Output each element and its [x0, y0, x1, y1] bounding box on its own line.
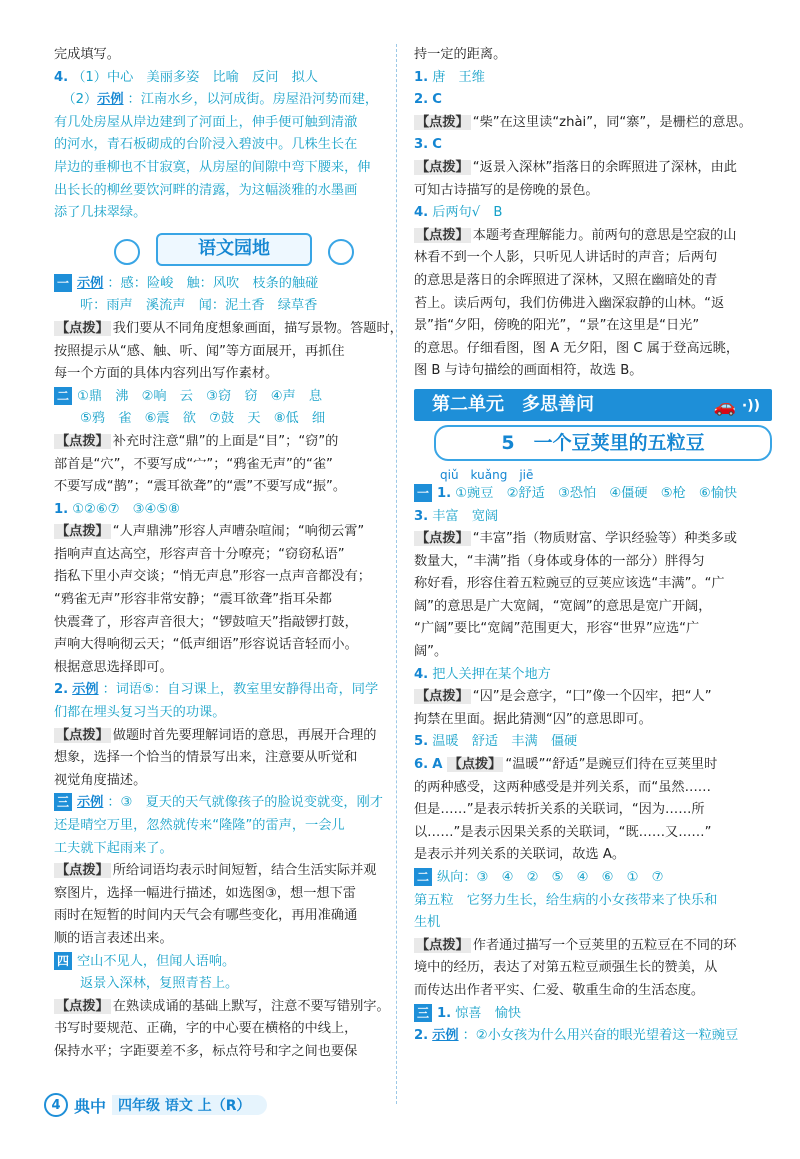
unit-title: 第二单元 多思善问 — [432, 393, 594, 415]
tip-line: 察图片，选择一幅进行描述，如选图③，想一想下雷 — [54, 885, 356, 901]
tip-line: 【点拨】 所给词语均表示时间短暂，结合生活实际并观 — [56, 863, 377, 879]
section-2-line: 二 纵向：③ ④ ② ⑤ ④ ⑥ ① ⑦ — [414, 867, 772, 890]
tip-line: 声响大得响彻云天；“低声细语”形容说话音轻而小。 — [54, 637, 358, 653]
tip-line: 境中的经历，表达了对第五粒豆顽强生长的赞美，从 — [414, 960, 718, 976]
tip-line: 顺的语言表述出来。 — [54, 930, 173, 946]
tip-line: 图 B 与诗句描绘的画面相符，故选 B。 — [414, 363, 643, 379]
pinyin-line: qiǔ kuǎng jiē — [440, 467, 534, 482]
tip-line: 称好看，形容住着五粒豌豆的豆荚应该选“丰满”。“广 — [414, 576, 725, 592]
tip-line: 【点拨】 “囚”是会意字，“囗”像一个囚牢，把“人” — [416, 689, 712, 705]
answer-2-2: 2. 示例 ：词语⑤：自习课上，教室里安静得出奇，同学 — [54, 682, 379, 698]
tip-line: 指响声直达高空，形容声音十分嘹亮；“窃窃私语” — [54, 546, 345, 562]
tip-line: 【点拨】 “丰富”指（物质财富、学识经验等）种类多或 — [416, 531, 737, 547]
answer-1: 1. 唐 王维 — [414, 69, 485, 85]
answer-3-1: 三 1. 惊喜 愉快 — [414, 1003, 772, 1026]
continued-text: 持一定的距离。 — [414, 47, 507, 62]
unit-banner — [414, 389, 772, 421]
tip-line: 书写时要规范、正确，字的中心要在横格的中线上， — [54, 1021, 358, 1037]
tip-line: 每一个方面的具体内容列出写作素材。 — [54, 366, 279, 382]
tip-line: 根据意思选择即可。 — [54, 659, 173, 675]
tip-line: 的意思是落日的余晖照进了深林，又照在幽暗处的青 — [414, 272, 718, 288]
tip-line: 【点拨】 做题时首先要理解词语的意思，再展开合理的 — [56, 727, 377, 743]
tip-line: “广阔”要比“宽阔”范围更大，形容“世界”应选“广 — [414, 621, 700, 637]
tip-line: 是表示并列关系的关联词，故选 A。 — [414, 847, 626, 863]
tip-line: 按照提示从“感、触、听、闻”等方面展开，再抓住 — [54, 343, 345, 359]
page-number: 4 — [44, 1093, 68, 1117]
answer-line: 岸边的垂柳也不甘寂寞，从房屋的间隙中弯下腰来，伸 — [54, 159, 371, 175]
right-column — [414, 44, 772, 1048]
answer-4-1: 4. （1）中心 美丽多姿 比喻 反问 拟人 — [54, 69, 318, 85]
section-marker: 四 — [54, 952, 72, 970]
tip-line: 阔”的意思是广大宽阔，“宽阔”的意思是宽广开阔， — [414, 598, 712, 614]
tip-line: 而传达出作者平实、仁爱、敬重生命的生活态度。 — [414, 982, 705, 998]
answer-line: 还是晴空万里，忽然就传来“隆隆”的雷声，一会儿 — [54, 818, 345, 833]
tip-line: 拘禁在里面。据此猜测“囚”的意思即可。 — [414, 711, 652, 727]
section-2-line: 二 ①鼎 沸 ②响 云 ③窃 窃 ④声 息 — [54, 386, 414, 409]
answer-2: 2. C — [414, 92, 442, 108]
answer-4-2: （2）示例 ：江南水乡，以河成街。房屋沿河势而建， — [62, 92, 379, 108]
tip-line: 部首是“穴”，不要写成“宀”；“鸦雀无声”的“雀” — [54, 456, 333, 472]
section-banner — [54, 233, 414, 267]
tip-line: 可知古诗描写的是傍晚的景色。 — [414, 182, 599, 198]
lesson-title: 5 一个豆荚里的五粒豆 — [434, 425, 772, 461]
tip-line: 数量大，“丰满”指（身体或身体的一部分）胖得匀 — [414, 553, 705, 569]
tip-line: 阔”。 — [414, 644, 448, 660]
banner-decoration-icon — [328, 239, 354, 265]
answer-line: 添了几抹翠绿。 — [54, 205, 147, 221]
answer-1-5: 5. 温暖 舒适 丰满 僵硬 — [414, 734, 578, 750]
section-2-line: ⑤鸦 雀 ⑥震 欲 ⑦鼓 天 ⑧低 细 — [80, 411, 326, 427]
answer-2-1: 1. ①②⑥⑦ ③④⑤⑧ — [54, 501, 180, 517]
tip-line: 【点拨】 本题考查理解能力。前两句的意思是空寂的山 — [416, 227, 737, 243]
sound-dots-icon: ·)) — [741, 397, 760, 414]
section-4-line: 四 空山不见人，但闻人语响。 — [54, 951, 414, 974]
tip-line: 的意思。仔细看图，图 A 无夕阳，图 C 属于登高远眺， — [414, 340, 740, 356]
tip-line: 景”指“夕阳，傍晚的阳光”，“景”在这里是“日光” — [414, 318, 700, 334]
tip-line: 雨时在短暂的时间内天气会有哪些变化，再用准确通 — [54, 908, 358, 924]
tip-line: 想象，选择一个恰当的情景写出来，注意要从听觉和 — [54, 750, 358, 766]
tip-line: 苔上。读后两句，我们仿佛进入幽深寂静的山林。“返 — [414, 295, 725, 311]
answer-line: 工夫就下起雨来了。 — [54, 840, 173, 856]
section-3-line: 三 示例 ：③ 夏天的天气就像孩子的脸说变就变，刚才 — [54, 792, 414, 815]
section-marker: 三 — [54, 793, 72, 811]
tip-line: “鸦雀无声”形容非常安静；“震耳欲聋”指耳朵都 — [54, 592, 332, 608]
tip-line: 以……”是表示因果关系的关联词，“既……又……” — [414, 824, 712, 840]
section-marker: 一 — [414, 484, 432, 502]
answer-4: 4. 后两句√ B — [414, 205, 503, 221]
banner-title: 语文园地 — [156, 233, 312, 266]
answer-1-1: 一 1. ①豌豆 ②舒适 ③恐怕 ④僵硬 ⑤枪 ⑥愉快 — [414, 483, 772, 506]
car-icon: 🚗 — [713, 395, 736, 417]
answer-1-3: 3. 丰富 宽阔 — [414, 508, 499, 524]
tip-line: 但是……”是表示转折关系的关联词，“因为……所 — [414, 802, 705, 818]
answer-1-6: 6. A 【点拨】 “温暖”“舒适”是豌豆们待在豆荚里时 — [414, 757, 718, 773]
tip-line: 保持水平；字距要差不多，标点符号和字之间也要保 — [54, 1043, 358, 1059]
left-column — [54, 44, 414, 1064]
answer-3: 3. C — [414, 137, 442, 153]
tip-line: 快震聋了，形容声音很大；“锣鼓喧天”指敲锣打鼓， — [54, 614, 358, 630]
tip-line: 指私下里小声交谈；“悄无声息”形容一点声音都没有； — [54, 569, 371, 585]
tip-line: 【点拨】 “返景入深林”指落日的余晖照进了深林，由此 — [416, 159, 737, 175]
book-label: 四年级 语文 上（R） — [112, 1095, 267, 1115]
section-4-line: 返景入深林，复照青苔上。 — [80, 976, 239, 992]
tip-line: 的两种感受，这两种感受是并列关系，而“虽然…… — [414, 779, 711, 795]
brand-logo: 典中 — [74, 1096, 107, 1116]
section-marker: 三 — [414, 1004, 432, 1022]
tip-line: 【点拨】 补充时注意“鼎”的上面是“目”；“窃”的 — [56, 433, 339, 449]
tip-line: 不要写成“鹊”；“震耳欲聋”的“震”不要写成“振”。 — [54, 479, 347, 495]
answer-line: 第五粒 它努力生长，给生病的小女孩带来了快乐和 — [414, 892, 718, 908]
section-marker: 一 — [54, 274, 72, 292]
tip-line: 【点拨】 我们要从不同角度想象画面，描写景物。答题时， — [56, 320, 403, 336]
tip-line: 林看不到一个人影，只听见人讲话时的声音；后两句 — [414, 250, 718, 266]
continued-text: 完成填写。 — [54, 47, 120, 62]
page-footer — [44, 1092, 267, 1118]
answer-line: 们都在埋头复习当天的功课。 — [54, 705, 226, 721]
section-1-line: 一 示例 ：感：险峻 触：风吹 枝条的触碰 — [54, 273, 414, 296]
tip-line: 视觉角度描述。 — [54, 772, 147, 788]
tip-line: 【点拨】 在熟读成诵的基础上默写，注意不要写错别字。 — [56, 998, 390, 1014]
section-marker: 二 — [414, 868, 432, 886]
answer-line: 的河水，青石板砌成的台阶浸入碧波中。几株生长在 — [54, 137, 358, 153]
section-marker: 二 — [54, 387, 72, 405]
answer-line: 有几处房屋从岸边建到了河面上，伸手便可触到清澈 — [54, 114, 358, 130]
tip-line: 【点拨】 “柴”在这里读“zhài”，同“寨”，是栅栏的意思。 — [416, 114, 752, 130]
answer-line: 生机 — [414, 915, 441, 931]
answer-line: 出长长的柳丝要饮河畔的清露，为这幅淡雅的水墨画 — [54, 182, 358, 198]
banner-decoration-icon — [114, 239, 140, 265]
tip-line: 【点拨】 作者通过描写一个豆荚里的五粒豆在不同的环 — [416, 937, 737, 953]
tip-line: 【点拨】 “人声鼎沸”形容人声嘈杂喧闹；“响彻云霄” — [56, 524, 365, 540]
section-1-line: 听：雨声 溪流声 闻：泥土香 绿草香 — [80, 298, 318, 314]
answer-1-4: 4. 把人关押在某个地方 — [414, 666, 551, 682]
answer-3-2: 2. 示例 ：②小女孩为什么用兴奋的眼光望着这一粒豌豆 — [414, 1028, 739, 1044]
